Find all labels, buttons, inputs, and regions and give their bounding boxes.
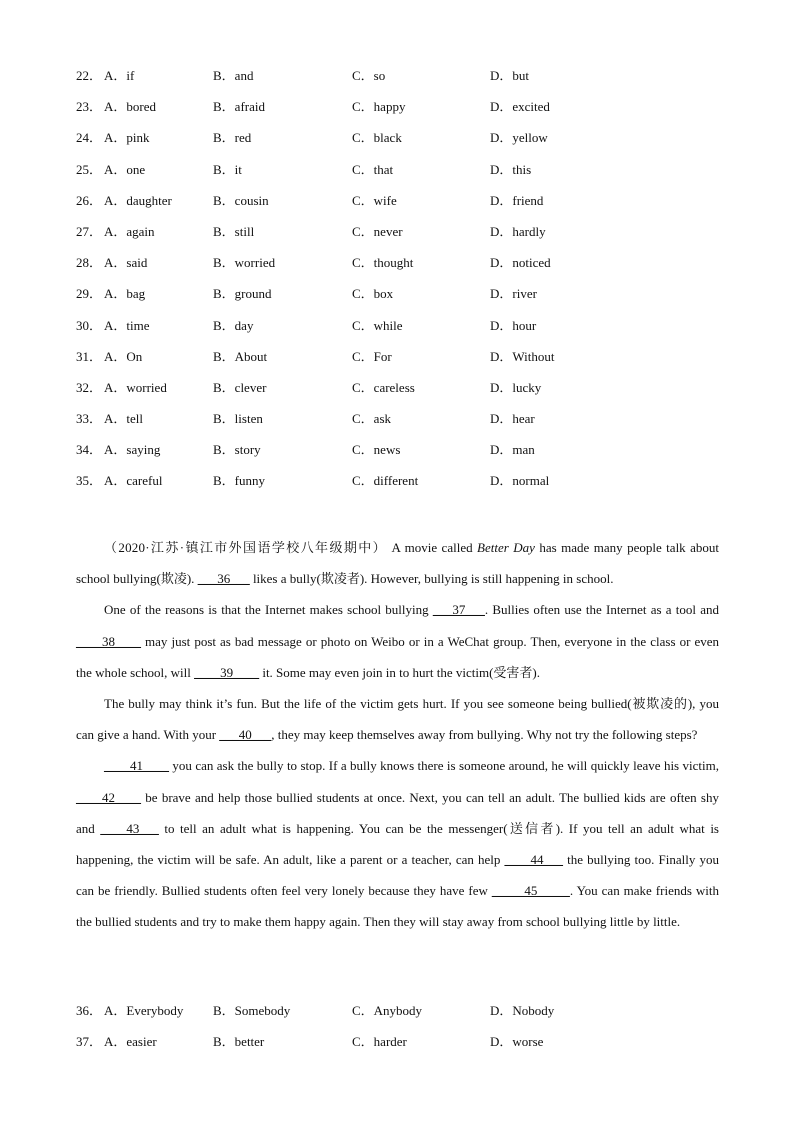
option-b: B．Somebody xyxy=(213,1003,291,1018)
option-a: A．On xyxy=(104,348,143,364)
question-number: 31． xyxy=(76,348,103,364)
blank-43: ____43___ xyxy=(100,820,159,836)
question-row xyxy=(76,407,726,438)
option-c: C．thought xyxy=(352,255,414,271)
question-number: 33． xyxy=(76,411,103,427)
question-row xyxy=(76,999,726,1030)
question-number: 25． xyxy=(76,161,103,177)
blank-40: ___40___ xyxy=(219,727,272,743)
option-b: B．red xyxy=(213,130,252,146)
passage-paragraph-1 xyxy=(76,532,719,594)
option-a: A．time xyxy=(104,317,150,333)
option-b: B．it xyxy=(213,161,242,177)
option-d: D．worse xyxy=(490,1034,544,1050)
option-b: B．story xyxy=(213,442,261,458)
option-a: A．daughter xyxy=(104,192,172,208)
question-row xyxy=(76,251,726,282)
option-c: C．black xyxy=(352,130,402,146)
question-number: 30． xyxy=(76,317,103,333)
question-row xyxy=(76,64,726,95)
blank-45: _____45_____ xyxy=(491,883,570,899)
option-c: C．news xyxy=(352,442,401,458)
option-c: C．wife xyxy=(352,192,397,208)
option-b: B．clever xyxy=(213,379,267,395)
question-number: 24． xyxy=(76,130,103,146)
option-c: C．ask xyxy=(352,411,392,427)
option-c: C．never xyxy=(352,223,403,239)
option-d: D．man xyxy=(490,442,535,458)
question-number: 29． xyxy=(76,286,103,302)
option-c: C．For xyxy=(352,348,392,364)
question-row xyxy=(76,345,726,376)
passage-text: the bullying too. Finally you can be friendly. Bullied students often feel very lonely because they have few xyxy=(76,852,719,899)
option-d: D．hour xyxy=(490,317,537,333)
option-b: B．funny xyxy=(213,473,266,489)
question-number: 35． xyxy=(76,473,103,489)
passage-text: to tell an adult what is happening. You can be the messenger(送信者). If you tell an adult what is happening, the victim will be safe. An adult, like a parent or a teacher, can help xyxy=(76,820,719,868)
passage-text: , they may keep themselves away from bullying. Why not try the following steps? xyxy=(271,727,698,743)
option-a: A．easier xyxy=(104,1034,157,1050)
question-number: 26． xyxy=(76,192,103,208)
option-a: A．if xyxy=(104,68,135,83)
question-row xyxy=(76,438,726,469)
question-row xyxy=(76,282,726,313)
option-a: A．bag xyxy=(104,286,146,302)
passage-paragraph-3 xyxy=(76,688,719,750)
option-a: A．worried xyxy=(104,379,167,395)
option-list-22-35 xyxy=(76,64,726,501)
option-d: D．friend xyxy=(490,192,544,208)
option-c: C．box xyxy=(352,286,394,302)
option-b: B．cousin xyxy=(213,192,269,208)
option-d: D．but xyxy=(490,68,530,83)
option-b: B．and xyxy=(213,68,254,83)
option-a: A．saying xyxy=(104,442,161,458)
option-a: A．one xyxy=(104,161,146,177)
passage-text: . You can make friends with the bullied students and try to make them happy again. Then they will stay away from school bullying little by little. xyxy=(76,883,720,930)
source-note: （2020·江苏·镇江市外国语学校八年级期中） xyxy=(104,540,388,555)
option-b: B．About xyxy=(213,348,268,364)
option-b: B．still xyxy=(213,223,255,239)
question-row xyxy=(76,314,726,345)
question-number: 27． xyxy=(76,223,103,239)
option-c: C．different xyxy=(352,473,419,489)
option-d: D．excited xyxy=(490,99,550,115)
passage-text: likes a bully(欺凌者). However, bullying is still happening in school. xyxy=(249,571,614,587)
question-row xyxy=(76,220,726,251)
question-number: 28． xyxy=(76,255,103,271)
option-d: D．hardly xyxy=(490,223,546,239)
option-c: C．while xyxy=(352,317,403,333)
passage-text: be brave and help those bullied students at once. Next, you can tell an adult. The bullied kids are often shy and xyxy=(76,789,719,836)
passage-text: you can ask the bully to stop. If a bully knows there is someone around, he will quickly leave his victim, xyxy=(169,758,719,774)
option-a: A．tell xyxy=(104,411,143,427)
question-row xyxy=(76,95,726,126)
option-b: B．afraid xyxy=(213,99,265,115)
option-c: C．harder xyxy=(352,1034,407,1050)
passage-text: has made many people talk about school bullying(欺凌). xyxy=(76,540,720,587)
passage-text: A movie called xyxy=(387,540,478,555)
blank-36: ___36___ xyxy=(197,571,250,587)
option-b: B．worried xyxy=(213,255,276,271)
question-row xyxy=(76,189,726,220)
passage-text: may just post as bad message or photo on Weibo or in a WeChat group. Then, everyone in the class or even the whole school, will xyxy=(76,633,719,680)
blank-39: ____39____ xyxy=(194,664,260,680)
option-b: B．listen xyxy=(213,411,263,427)
option-list-36-37 xyxy=(76,999,726,1061)
question-row xyxy=(76,158,726,189)
blank-41: ____41____ xyxy=(104,758,169,774)
passage-text: One of the reasons is that the Internet makes school bullying xyxy=(104,602,433,618)
blank-44: ____44___ xyxy=(504,852,563,868)
question-row xyxy=(76,376,726,407)
passage-paragraph-4 xyxy=(76,750,719,937)
movie-title: Better Day xyxy=(477,540,535,555)
option-a: A．bored xyxy=(104,99,156,115)
option-d: D．river xyxy=(490,286,537,302)
option-b: B．day xyxy=(213,317,254,333)
option-d: D．hear xyxy=(490,411,535,427)
passage-text: . Bullies often use the Internet as a tool and xyxy=(484,602,719,618)
option-a: A．Everybody xyxy=(104,1003,184,1018)
option-c: C．Anybody xyxy=(352,1003,423,1018)
question-number: 37． xyxy=(76,1034,103,1050)
question-row xyxy=(76,126,726,157)
passage-paragraph-2 xyxy=(76,594,719,688)
option-a: A．again xyxy=(104,223,155,239)
option-a: A．careful xyxy=(104,473,163,489)
option-b: B．better xyxy=(213,1034,265,1050)
option-d: D．this xyxy=(490,161,532,177)
blank-38: ____38____ xyxy=(76,633,141,649)
passage-text: The bully may think it’s fun. But the life of the victim gets hurt. If you see someone being bullied(被欺凌的), you can give a hand. With your xyxy=(76,696,719,743)
question-number: 32． xyxy=(76,379,103,395)
option-d: D．Nobody xyxy=(490,1003,555,1018)
option-c: C．so xyxy=(352,68,386,83)
question-number: 22． xyxy=(76,68,103,83)
question-number: 23． xyxy=(76,99,103,115)
cloze-passage xyxy=(76,532,719,938)
option-d: D．normal xyxy=(490,473,550,489)
question-row xyxy=(76,1030,726,1061)
blank-42: ____42____ xyxy=(76,789,141,805)
option-c: C．that xyxy=(352,161,394,177)
option-d: D．yellow xyxy=(490,130,548,146)
option-c: C．happy xyxy=(352,99,406,115)
question-number: 36． xyxy=(76,1003,103,1018)
option-b: B．ground xyxy=(213,286,272,302)
question-number: 34． xyxy=(76,442,103,458)
option-c: C．careless xyxy=(352,379,415,395)
question-row xyxy=(76,469,726,500)
option-d: D．noticed xyxy=(490,255,551,271)
passage-text: it. Some may even join in to hurt the victim(受害者). xyxy=(259,664,540,680)
option-a: A．pink xyxy=(104,130,150,146)
option-d: D．Without xyxy=(490,348,555,364)
option-a: A．said xyxy=(104,255,148,271)
option-d: D．lucky xyxy=(490,379,542,395)
blank-37: ___37___ xyxy=(432,602,485,618)
